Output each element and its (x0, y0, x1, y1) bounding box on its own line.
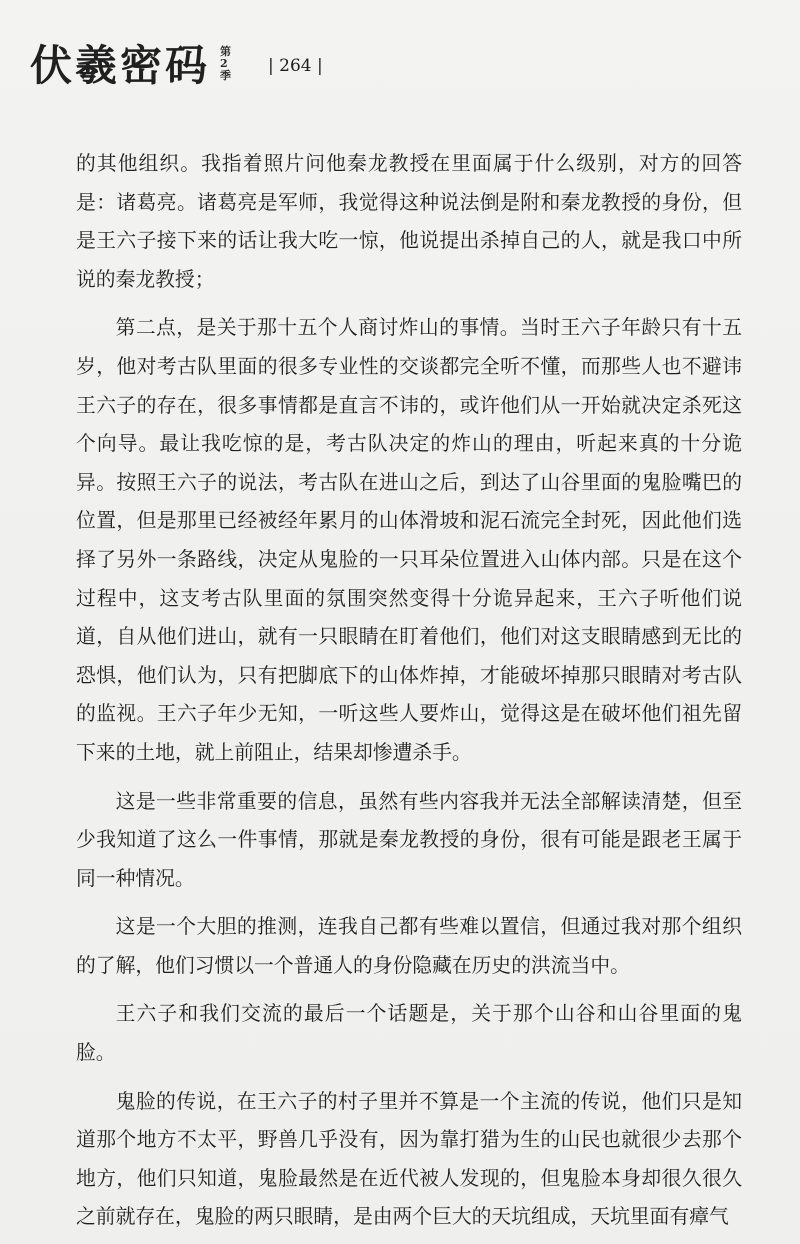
paragraph: 这是一些非常重要的信息，虽然有些内容我并无法全部解读清楚，但至少我知道了这么一件事情，那就是秦龙教授的身份，很有可能是跟老王属于同一种情况。 (76, 789, 742, 890)
paragraph: 王六子和我们交流的最后一个话题是，关于那个山谷和山谷里面的鬼脸。 (76, 1002, 742, 1065)
page-header (30, 38, 770, 98)
book-title: 伏羲密码 (30, 41, 211, 90)
body-text (76, 145, 742, 1237)
paragraph: 的其他组织。我指着照片问他秦龙教授在里面属于什么级别，对方的回答是：诸葛亮。诸葛亮是军师，我觉得这种说法倒是附和秦龙教授的身份，但是王六子接下来的话让我大吃一惊，他说提出杀掉自己的人，就是我口中所说的秦龙教授； (76, 152, 742, 291)
paragraph: 第二点，是关于那十五个人商讨炸山的事情。当时王六子年龄只有十五岁，他对考古队里面的很多专业性的交谈都完全听不懂，而那些人也不避讳王六子的存在，很多事情都是直言不讳的，或许他们从一开始就决定杀死这个向导。最让我吃惊的是，考古队决定的炸山的理由，听起来真的十分诡异。按照王六子的说法，考古队在进山之后，到达了山谷里面的鬼脸嘴巴的位置，但是那里已经被经年累月的山体滑坡和泥石流完全封死，因此他们选择了另外一条路线，决定从鬼脸的一只耳朵位置进入山体内部。只是在这个过程中，这支考古队里面的氛围突然变得十分诡异起来，王六子听他们说道，自从他们进山，就有一只眼睛在盯着他们，他们对这支眼睛感到无比的恐惧，他们认为，只有把脚底下的山体炸掉，才能破坏掉那只眼睛对考古队的监视。王六子年少无知，一听这些人要炸山，觉得这是在破坏他们祖先留下来的土地，就上前阻止，结果却惨遭杀手。 (76, 316, 742, 764)
season-label: 第2季 (220, 45, 231, 82)
paragraph: 这是一个大胆的推测，连我自己都有些难以置信，但通过我对那个组织的了解，他们习惯以一个普通人的身份隐藏在历史的洪流当中。 (76, 915, 742, 977)
page-number: | 264 | (268, 56, 323, 76)
paragraph: 鬼脸的传说，在王六子的村子里并不算是一个主流的传说，他们只是知道那个地方不太平，野兽几乎没有，因为靠打猎为生的山民也就很少去那个地方，他们只知道，鬼脸最然是在近代被人发现的，但鬼脸本身却很久很久之前就存在，鬼脸的两只眼睛，是由两个巨大的天坑组成，天坑里面有瘴气 (76, 1089, 742, 1229)
